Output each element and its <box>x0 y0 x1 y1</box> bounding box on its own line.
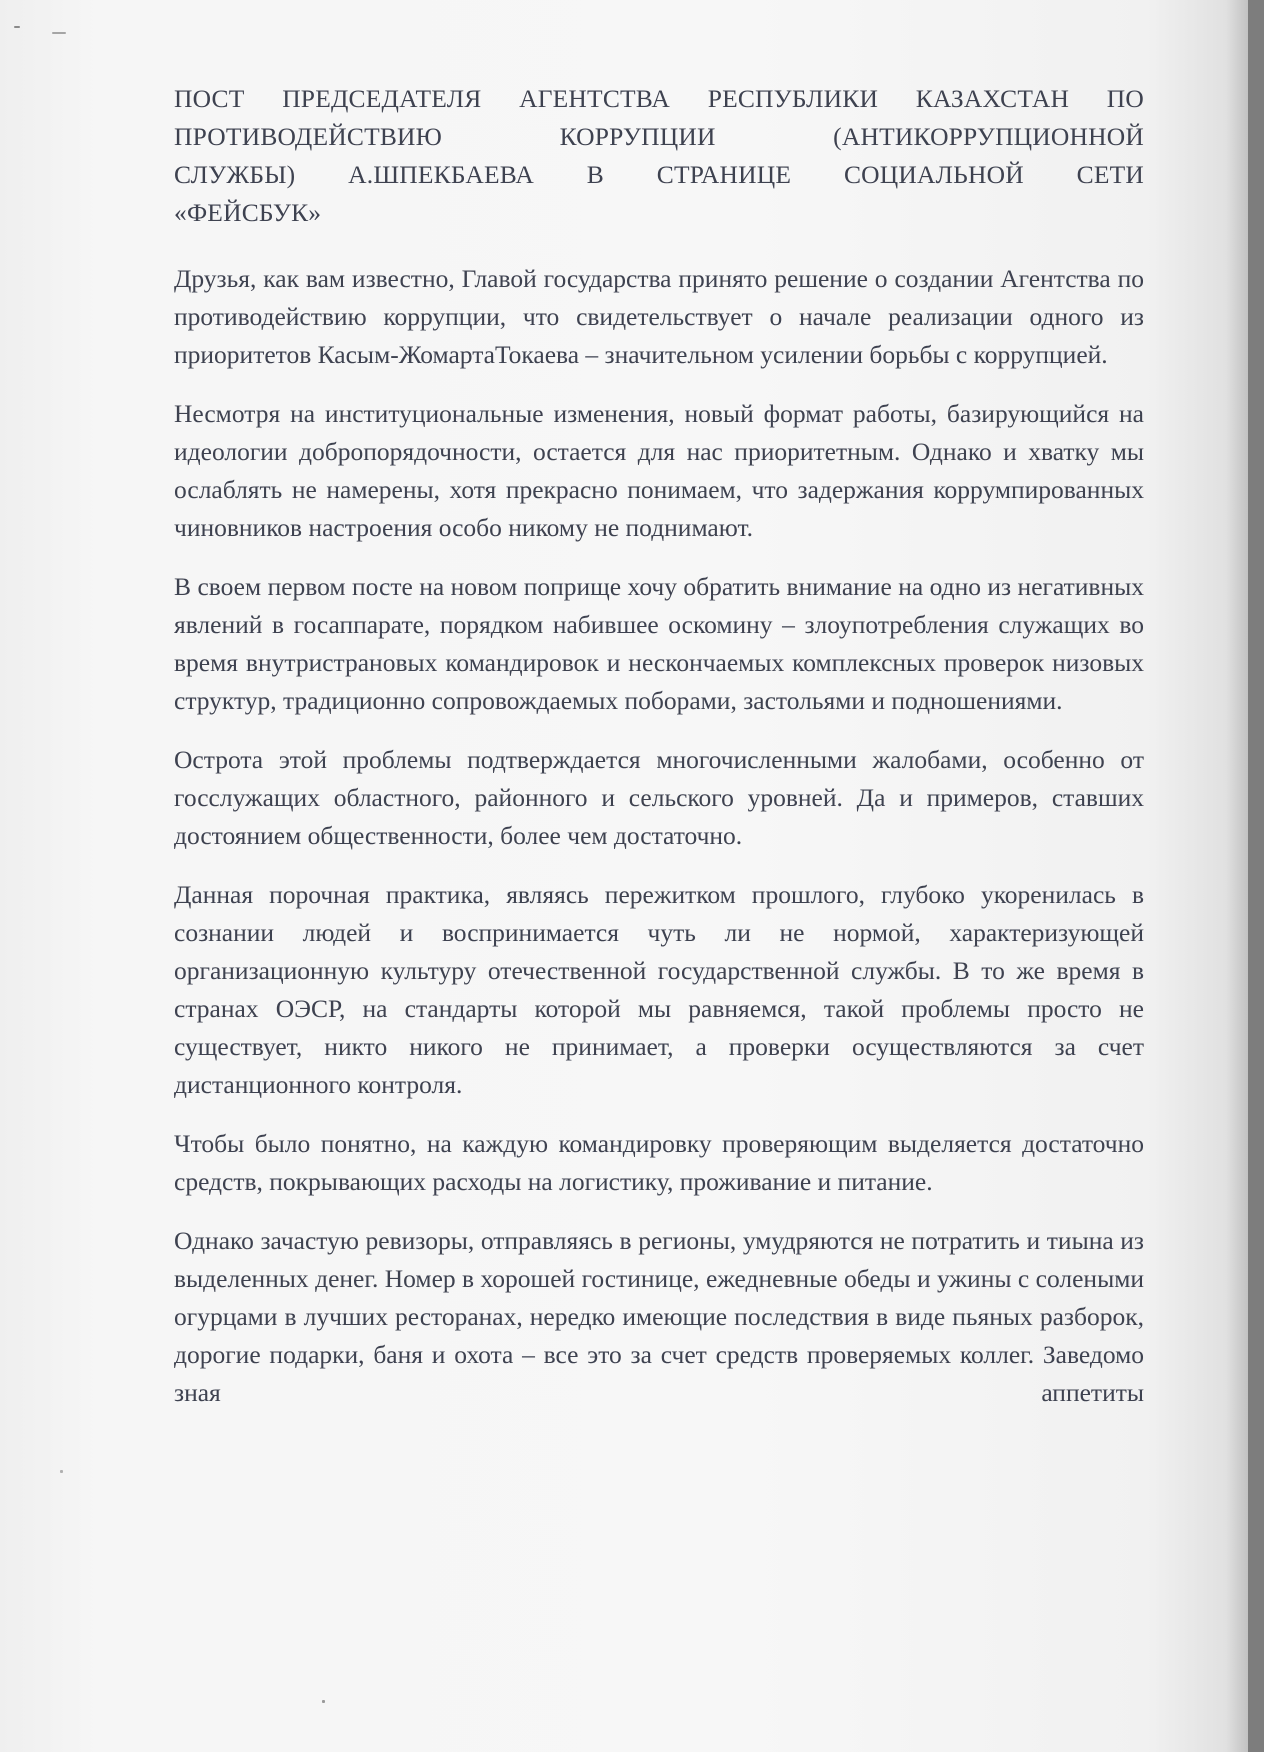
paragraph: В своем первом посте на новом поприще хочу обратить внимание на одно из негативных явлений в госаппарате, порядком набившее оскомину – злоупотребления служащих во время внутристрановых командировок и нескончаемых комплексных проверок низовых структур, традиционно сопровождаемых поборами, застольями и подношениями. <box>174 572 1144 715</box>
paragraph: Однако зачастую ревизоры, отправляясь в регионы, умудряются не потратить и тиына из выделенных денег. Номер в хорошей гостинице, ежедневные обеды и ужины с солеными огурцами в лучших ресторанах, нередко имеющие последствия в виде пьяных разборок, дорогие подарки, баня и охота – все это за счет средств проверяемых коллег. Заведомо зная аппетиты <box>174 1226 1144 1407</box>
scan-speck <box>52 32 66 34</box>
page-edge-shadow <box>1226 0 1248 1752</box>
title-line: ПОСТ ПРЕДСЕДАТЕЛЯ АГЕНТСТВА РЕСПУБЛИКИ КАЗАХСТАН ПО <box>174 84 1144 113</box>
title-line: «ФЕЙСБУК» <box>174 198 322 227</box>
paragraph: Данная порочная практика, являясь пережитком прошлого, глубоко укоренилась в сознании людей и воспринимается чуть ли не нормой, характеризующей организационную культуру отечественной государственной службы. В то же время в странах ОЭСР, на стандарты которой мы равняемся, такой проблемы просто не существует, никто никого не принимает, а проверки осуществляются за счет дистанционного контроля. <box>174 880 1144 1099</box>
scan-speck <box>14 26 20 28</box>
scan-speck <box>60 1470 63 1473</box>
paragraph: Острота этой проблемы подтверждается многочисленными жалобами, особенно от госслужащих областного, районного и сельского уровней. Да и примеров, ставших достоянием общественности, более чем достаточно. <box>174 745 1144 850</box>
title-line: СЛУЖБЫ) А.ШПЕКБАЕВА В СТРАНИЦЕ СОЦИАЛЬНОЙ СЕТИ <box>174 160 1144 189</box>
title-line: ПРОТИВОДЕЙСТВИЮ КОРРУПЦИИ (АНТИКОРРУПЦИОННОЙ <box>174 122 1144 151</box>
document-body <box>174 80 1144 1412</box>
scan-speck <box>322 1700 325 1703</box>
paragraph: Друзья, как вам известно, Главой государства принято решение о создании Агентства по противодействию коррупции, что свидетельствует о начале реализации одного из приоритетов Касым-ЖомартаТокаева – значительном усилении борьбы с коррупцией. <box>174 264 1144 369</box>
paragraph: Чтобы было понятно, на каждую командировку проверяющим выделяется достаточно средств, покрывающих расходы на логистику, проживание и питание. <box>174 1129 1144 1196</box>
document-title <box>174 80 1144 232</box>
paragraph: Несмотря на институциональные изменения, новый формат работы, базирующийся на идеологии добропорядочности, остается для нас приоритетным. Однако и хватку мы ослаблять не намерены, хотя прекрасно понимаем, что задержания коррумпированных чиновников настроения особо никому не поднимают. <box>174 399 1144 542</box>
